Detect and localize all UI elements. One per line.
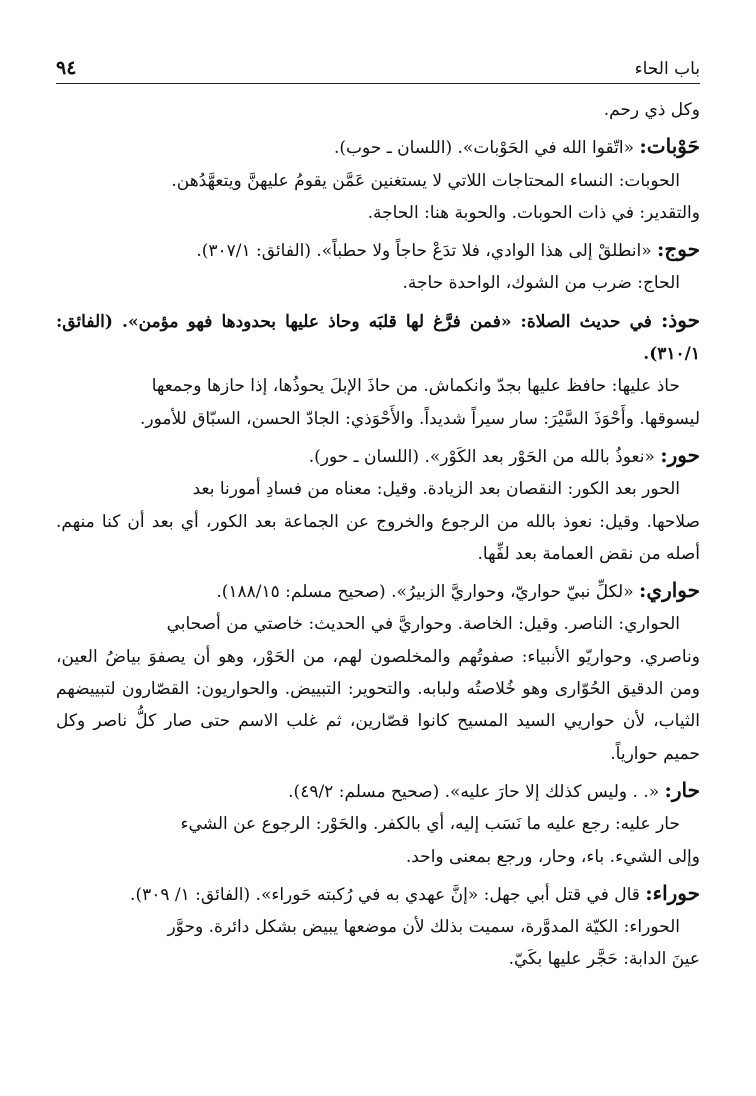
entry-hadith <box>56 304 700 371</box>
gloss-text: حاذ عليها: حافظ عليها بجدّ وانكماش. من حاذَ الإبلَ يحوذُها، إذا حازها وجمعها <box>151 376 680 397</box>
gloss <box>56 911 700 943</box>
gloss <box>56 808 700 840</box>
entry-text: «اتّقوا الله في الحَوْبات». (اللسان ـ حوب). <box>334 138 640 159</box>
entry-text: «. . وليس كذلك إلا حارَ عليه». (صحيح مسلم: ٤٩/٢). <box>288 781 665 802</box>
entry-hadith <box>56 877 700 911</box>
headword: حوراء: <box>645 880 700 905</box>
body-text <box>56 94 700 976</box>
gloss <box>56 370 700 402</box>
headword: حَوْبات: <box>639 134 700 159</box>
paragraph <box>56 943 700 975</box>
paragraph <box>56 94 700 126</box>
entry-text: في حديث الصلاة: «فمن فرَّغ لها قلبَه وحاذ عليها بحدودها فهو مؤمن». (الفائق: ٣١٠/١). <box>56 311 700 365</box>
gloss-text: الحوبات: النساء المحتاجات اللاتي لا يستغنين عَمَّن يقومُ عليهنَّ ويتعهَّدُهن. <box>171 170 680 191</box>
entry-hadith <box>56 774 700 808</box>
paragraph-text: وناصري. وحواريّو الأنبياء: صفوتُهم والمخلصون لهم، من الحَوْر، وهو أن يصفوَ بياضُ العين، ومن الدقيق الحُوّارى وهو خُلاصتُه ولبابه. والتحوير: التبييض. والحواريون: القصّارون لتبييضهم الثياب، لأن حواريي السيد المسيح كانوا قصّارين، ثم غلب الاسم حتى صار كلُّ ناصر وكل حميم حوارياً. <box>56 646 700 764</box>
entry-hadith <box>56 233 700 267</box>
paragraph-text: وإلى الشيء. باء، وحار، ورجع بمعنى واحد. <box>405 846 700 867</box>
gloss-text: الحواري: الناصر. وقيل: الخاصة. وحواريَّ في الحديث: خاصتي من أصحابي <box>166 614 680 635</box>
gloss-text: الحاج: ضرب من الشوك، الواحدة حاجة. <box>402 273 680 294</box>
page-header <box>56 44 700 84</box>
paragraph-text: صلاحها. وقيل: نعوذ بالله من الرجوع والخروج عن الجماعة بعد الكور، أي بعد أن كنا منهم. أصله من نقض العمامة بعد لفِّها. <box>56 511 700 564</box>
entry-hadith <box>56 439 700 473</box>
headword: حوذ: <box>661 307 700 332</box>
entry-text: «لكلِّ نبيّ حواريّ، وحواريَّ الزبيرُ». (صحيح مسلم: ١٨٨/١٥). <box>216 582 640 603</box>
paragraph <box>56 506 700 571</box>
entry-text: «نعوذُ بالله من الحَوْر بعد الكَوْر». (اللسان ـ حور). <box>308 446 661 467</box>
paragraph-text: ليسوقها. وأَحْوَذَ السَّيْرَ: سار سيراً شديداً. والأَحْوَذي: الجادّ الحسن، السبّاق للأمور. <box>139 408 700 429</box>
headword: حور: <box>660 442 700 467</box>
paragraph <box>56 841 700 873</box>
headword: حواري: <box>639 578 700 603</box>
gloss-text: حار عليه: رجع عليه ما نَسَب إليه، أي بالكفر. والحَوْر: الرجوع عن الشيء <box>180 814 680 835</box>
entry-text: «انطلقْ إلى هذا الوادي، فلا تدَعْ حاجاً ولا حطباً». (الفائق: ٣٠٧/١). <box>196 241 657 262</box>
entry-hadith <box>56 130 700 164</box>
gloss <box>56 165 700 197</box>
gloss <box>56 608 700 640</box>
entry-hadith <box>56 574 700 608</box>
paragraph-text: وكل ذي رحم. <box>603 100 700 120</box>
gloss-text: الحور بعد الكور: النقصان بعد الزيادة. وقيل: معناه من فسادِ أمورنا بعد <box>192 479 680 500</box>
paragraph <box>56 641 700 770</box>
headword: حوج: <box>657 237 700 262</box>
gloss <box>56 267 700 299</box>
headword: حار: <box>664 777 700 802</box>
gloss-text: الحوراء: الكيّة المدوَّرة، سميت بذلك لأن موضعها يبيض بشكل دائرة. وحوَّر <box>167 917 680 938</box>
paragraph <box>56 403 700 435</box>
paragraph-text: والتقدير: في ذات الحوبات. والحوبة هنا: الحاجة. <box>367 202 700 223</box>
gloss <box>56 473 700 505</box>
paragraph <box>56 197 700 229</box>
page-number: ٩٤ <box>56 57 77 79</box>
paragraph-text: عينَ الدابة: حَجَّر عليها بكَيّ. <box>508 949 700 970</box>
running-title: باب الحاء <box>634 59 700 79</box>
entry-text: قال في قتل أبي جهل: «إنَّ عهدي به في رُكبته حَوراء». (الفائق: ١/ ٣٠٩). <box>130 884 646 905</box>
